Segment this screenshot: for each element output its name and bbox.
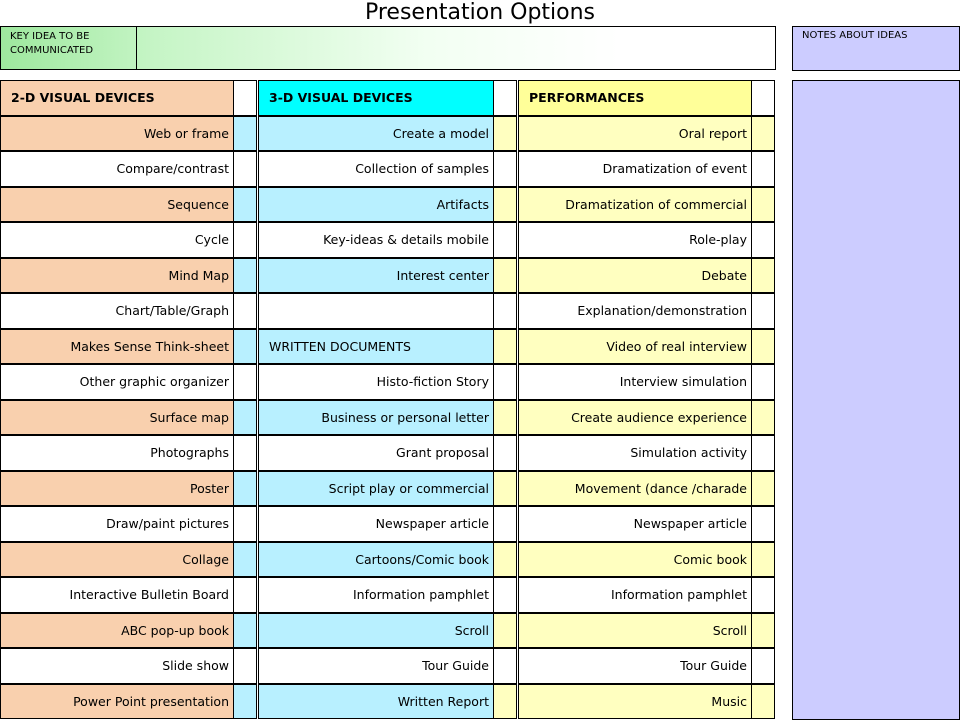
option-cell: Poster [0, 471, 234, 506]
notes-area[interactable] [792, 80, 960, 720]
checkbox-cell[interactable] [233, 542, 257, 577]
page-title: Presentation Options [364, 0, 596, 25]
checkbox-cell[interactable] [493, 613, 517, 648]
checkbox-cell[interactable] [493, 364, 517, 400]
checkbox-cell[interactable] [493, 435, 517, 471]
option-cell [258, 293, 494, 329]
option-cell: Compare/contrast [0, 151, 234, 187]
checkbox-cell[interactable] [751, 151, 775, 187]
notes-header [792, 26, 960, 71]
option-cell: Business or personal letter [258, 400, 494, 435]
checkbox-cell[interactable] [233, 258, 257, 293]
option-cell: Makes Sense Think-sheet [0, 329, 234, 364]
option-cell: Interest center [258, 258, 494, 293]
checkbox-cell[interactable] [751, 577, 775, 613]
checkbox-cell[interactable] [493, 258, 517, 293]
checkbox-cell[interactable] [233, 80, 257, 116]
option-cell: Create audience experience [518, 400, 752, 435]
option-cell: Video of real interview [518, 329, 752, 364]
checkbox-cell[interactable] [233, 116, 257, 151]
option-cell: Artifacts [258, 187, 494, 222]
options-grid [0, 80, 776, 720]
option-cell: Debate [518, 258, 752, 293]
option-cell: Interview simulation [518, 364, 752, 400]
option-cell: Collage [0, 542, 234, 577]
option-cell: Newspaper article [258, 506, 494, 542]
checkbox-cell[interactable] [233, 471, 257, 506]
column-header: 3-D VISUAL DEVICES [258, 80, 494, 116]
option-cell: Movement (dance /charade [518, 471, 752, 506]
option-cell: ABC pop-up book [0, 613, 234, 648]
option-cell: Collection of samples [258, 151, 494, 187]
checkbox-cell[interactable] [751, 80, 775, 116]
option-cell: Newspaper article [518, 506, 752, 542]
option-cell: Script play or commercial [258, 471, 494, 506]
checkbox-cell[interactable] [751, 435, 775, 471]
checkbox-cell[interactable] [493, 116, 517, 151]
checkbox-cell[interactable] [493, 151, 517, 187]
checkbox-cell[interactable] [233, 577, 257, 613]
option-cell: Sequence [0, 187, 234, 222]
option-cell: Scroll [518, 613, 752, 648]
option-cell: Histo-fiction Story [258, 364, 494, 400]
checkbox-cell[interactable] [493, 542, 517, 577]
option-cell: Power Point presentation [0, 684, 234, 719]
option-cell: Tour Guide [518, 648, 752, 684]
column-header: PERFORMANCES [518, 80, 752, 116]
checkbox-cell[interactable] [751, 542, 775, 577]
checkbox-cell[interactable] [751, 258, 775, 293]
option-cell: Role-play [518, 222, 752, 258]
checkbox-cell[interactable] [233, 435, 257, 471]
option-cell: Written Report [258, 684, 494, 719]
checkbox-cell[interactable] [751, 613, 775, 648]
checkbox-cell[interactable] [751, 400, 775, 435]
checkbox-cell[interactable] [493, 471, 517, 506]
checkbox-cell[interactable] [493, 222, 517, 258]
option-cell: Other graphic organizer [0, 364, 234, 400]
option-cell: Grant proposal [258, 435, 494, 471]
checkbox-cell[interactable] [233, 187, 257, 222]
checkbox-cell[interactable] [751, 187, 775, 222]
checkbox-cell[interactable] [493, 506, 517, 542]
key-idea-label: KEY IDEA TO BE COMMUNICATED [1, 27, 137, 69]
option-cell: Information pamphlet [258, 577, 494, 613]
checkbox-cell[interactable] [233, 293, 257, 329]
checkbox-cell[interactable] [751, 471, 775, 506]
checkbox-cell[interactable] [751, 116, 775, 151]
checkbox-cell[interactable] [233, 400, 257, 435]
option-cell: Simulation activity [518, 435, 752, 471]
checkbox-cell[interactable] [493, 648, 517, 684]
option-cell: Comic book [518, 542, 752, 577]
checkbox-cell[interactable] [233, 613, 257, 648]
checkbox-cell[interactable] [233, 222, 257, 258]
option-cell: Interactive Bulletin Board [0, 577, 234, 613]
option-cell: Photographs [0, 435, 234, 471]
option-cell: Draw/paint pictures [0, 506, 234, 542]
notes-label: NOTES ABOUT IDEAS [802, 30, 908, 41]
checkbox-cell[interactable] [493, 577, 517, 613]
option-cell: Mind Map [0, 258, 234, 293]
checkbox-cell[interactable] [233, 506, 257, 542]
checkbox-cell[interactable] [493, 187, 517, 222]
checkbox-cell[interactable] [233, 329, 257, 364]
option-cell: Surface map [0, 400, 234, 435]
checkbox-cell[interactable] [493, 684, 517, 719]
option-cell: Dramatization of commercial [518, 187, 752, 222]
checkbox-cell[interactable] [751, 293, 775, 329]
option-cell: Key-ideas & details mobile [258, 222, 494, 258]
checkbox-cell[interactable] [233, 648, 257, 684]
checkbox-cell[interactable] [751, 648, 775, 684]
checkbox-cell[interactable] [493, 80, 517, 116]
option-cell: Scroll [258, 613, 494, 648]
checkbox-cell[interactable] [751, 329, 775, 364]
checkbox-cell[interactable] [751, 364, 775, 400]
checkbox-cell[interactable] [233, 151, 257, 187]
checkbox-cell[interactable] [751, 222, 775, 258]
checkbox-cell[interactable] [751, 506, 775, 542]
option-cell: Chart/Table/Graph [0, 293, 234, 329]
option-cell: Web or frame [0, 116, 234, 151]
checkbox-cell[interactable] [233, 684, 257, 719]
option-cell: Dramatization of event [518, 151, 752, 187]
option-cell: Music [518, 684, 752, 719]
checkbox-cell[interactable] [493, 329, 517, 364]
option-cell: WRITTEN DOCUMENTS [258, 329, 494, 364]
option-cell: Oral report [518, 116, 752, 151]
column-header: 2-D VISUAL DEVICES [0, 80, 234, 116]
option-cell: Cycle [0, 222, 234, 258]
checkbox-cell[interactable] [493, 400, 517, 435]
option-cell: Cartoons/Comic book [258, 542, 494, 577]
option-cell: Explanation/demonstration [518, 293, 752, 329]
checkbox-cell[interactable] [233, 364, 257, 400]
checkbox-cell[interactable] [493, 293, 517, 329]
option-cell: Slide show [0, 648, 234, 684]
key-idea-box[interactable] [0, 26, 776, 70]
checkbox-cell[interactable] [751, 684, 775, 719]
option-cell: Create a model [258, 116, 494, 151]
option-cell: Tour Guide [258, 648, 494, 684]
option-cell: Information pamphlet [518, 577, 752, 613]
